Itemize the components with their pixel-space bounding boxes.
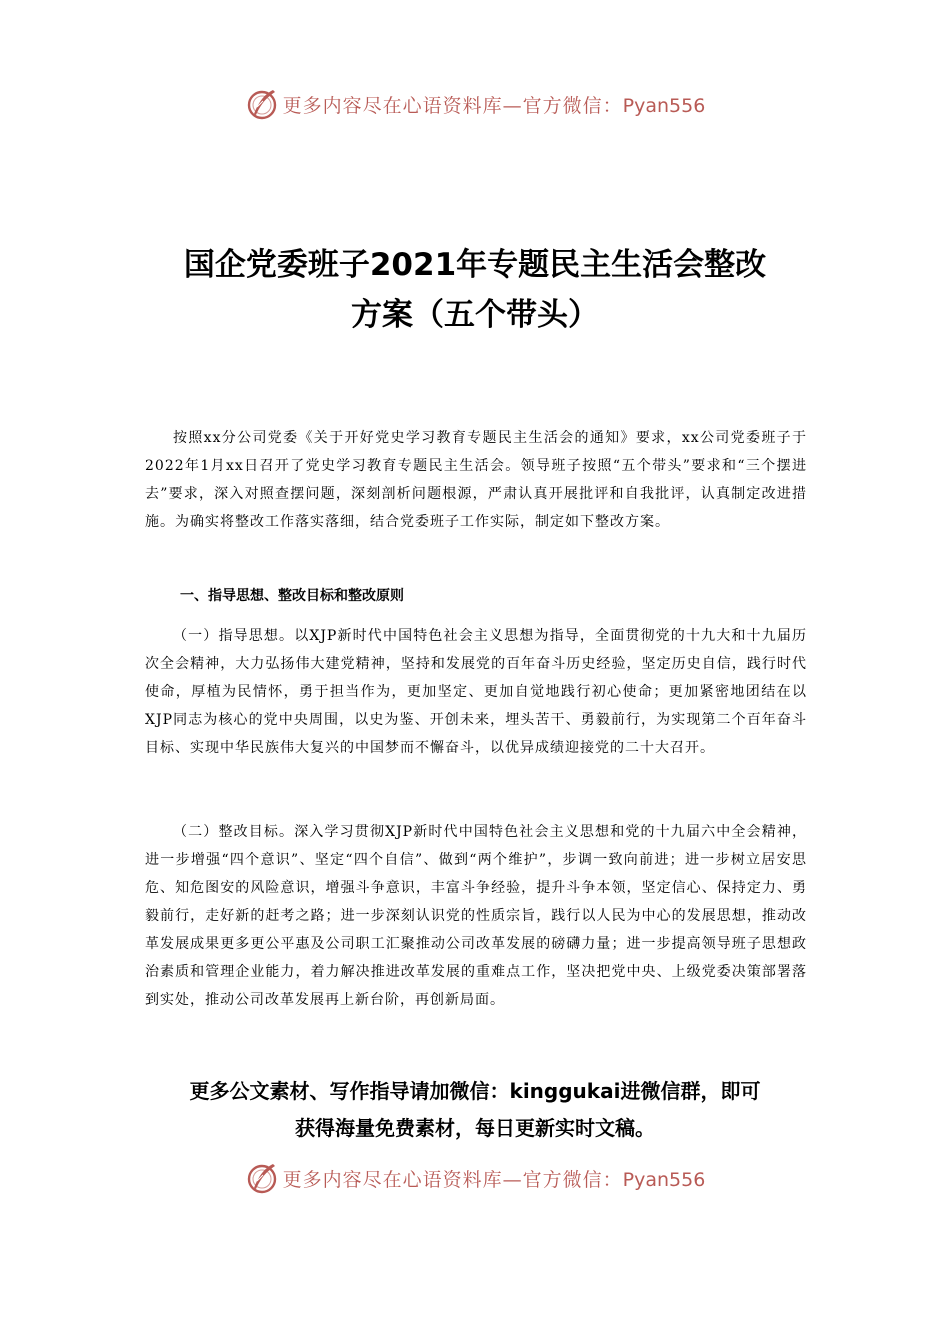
watermark-banner-bottom — [0, 1158, 950, 1198]
watermark-text: 更多内容尽在心语资料库—官方微信：Pyan556 — [282, 1168, 706, 1191]
section-heading: 一、指导思想、整改目标和整改原则 — [180, 588, 404, 604]
rectification-goal-paragraph: （二）整改目标。深入学习贯彻XJP新时代中国特色社会主义思想和党的十九届六中全会精神，进一步增强“四个意识”、坚定“四个自信”、做到“两个维护”，步调一致向前进；进一步树立居安思危、知危图安的风险意识，增强斗争意识，丰富斗争经验，提升斗争本领，坚定信心、保持定力、勇毅前行，走好新的赶考之路；进一步深刻认识党的性质宗旨，践行以人民为中心的发展思想，推动改革发展成果更多更公平惠及公司职工汇聚推动公司改革发展的磅礴力量；进一步提高领导班子思想政治素质和管理企业能力，着力解决推进改革发展的重难点工作，坚决把党中央、上级党委决策部署落到实处，推动公司改革发展再上新台阶，再创新局面。 — [145, 824, 807, 1008]
promo-notice — [120, 1073, 830, 1147]
watermark-text: 更多内容尽在心语资料库—官方微信：Pyan556 — [282, 94, 706, 117]
watermark-handle: Pyan556 — [622, 94, 706, 117]
quill-logo-icon — [245, 1161, 279, 1195]
promo-line-1: 更多公文素材、写作指导请加微信：kinggukai进微信群，即可 — [189, 1079, 761, 1103]
intro-paragraph: 按照xx分公司党委《关于开好党史学习教育专题民主生活会的通知》要求，xx公司党委班子于2022年1月xx日召开了党史学习教育专题民主生活会。领导班子按照“五个带头”要求和“三个摆进去”要求，深入对照查摆问题，深刻剖析问题根源，严肃认真开展批评和自我批评，认真制定改进措施。为确实将整改工作落实落细，结合党委班子工作实际，制定如下整改方案。 — [145, 430, 807, 530]
watermark-handle: Pyan556 — [622, 1168, 706, 1191]
promo-line-2: 获得海量免费素材，每日更新实时文稿。 — [295, 1116, 655, 1140]
quill-logo-icon — [245, 87, 279, 121]
title-line-2: 方案（五个带头） — [351, 297, 599, 333]
watermark-banner-top — [0, 84, 950, 124]
guiding-thought-paragraph: （一）指导思想。以XJP新时代中国特色社会主义思想为指导，全面贯彻党的十九大和十九届历次全会精神，大力弘扬伟大建党精神，坚持和发展党的百年奋斗历史经验，坚定历史自信，践行时代使命，厚植为民情怀，勇于担当作为，更加坚定、更加自觉地践行初心使命；更加紧密地团结在以XJP同志为核心的党中央周围，以史为鉴、开创未来，埋头苦干、勇毅前行，为实现第二个百年奋斗目标、实现中华民族伟大复兴的中国梦而不懈奋斗，以优异成绩迎接党的二十大召开。 — [145, 628, 807, 756]
document-title — [120, 240, 830, 340]
title-line-1: 国企党委班子2021年专题民主生活会整改 — [183, 247, 767, 283]
